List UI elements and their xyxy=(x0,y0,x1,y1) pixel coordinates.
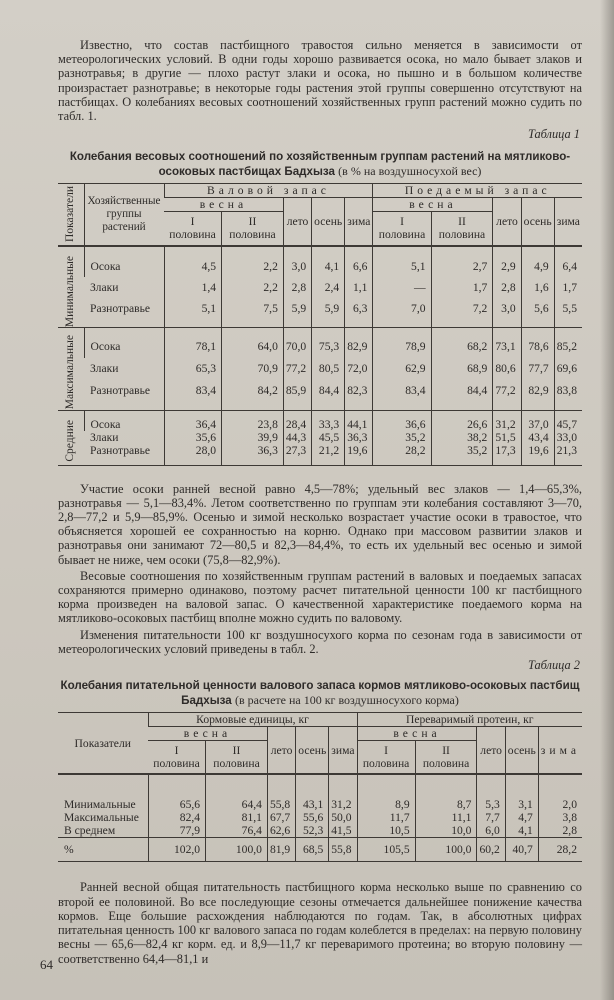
paragraph-4: Изменения питательности 100 кг воздушносухого корма по сезонам года в зависимости от метеорологических условий приведены в табл. 2. xyxy=(58,627,582,656)
table1-eaten-value: 7,0 xyxy=(373,298,431,319)
table2-percent-protein-value: 28,2 xyxy=(538,838,582,862)
table2-row xyxy=(58,798,582,811)
table1-gross-value: 1,4 xyxy=(164,277,222,298)
table1-eaten-value: 45,7 xyxy=(554,418,582,431)
table1-spacer-row xyxy=(58,319,582,327)
table1-spacer-cell xyxy=(164,457,222,465)
table1-spacer-cell xyxy=(431,402,493,410)
table1-header-indicator: Показатели xyxy=(58,184,84,246)
table1-header-groups: Хозяйственные группы растений xyxy=(84,184,164,246)
table1-row xyxy=(58,444,582,457)
table1-eaten-value: 62,9 xyxy=(373,358,431,380)
table1-spacer-cell xyxy=(164,410,222,418)
table1-eaten-value: 5,6 xyxy=(521,298,554,319)
table1-gross-value: 36,3 xyxy=(222,444,284,457)
paragraph-3: Весовые соотношения по хозяйственным группам растений в валовых и поедаемых запасах сохраняются примерно одинаково, поэтому расчет питательной ценности 100 кг пастбищного корма произведен на валовой запас. О качественной характеристике поедаемого корма на мятликово-осоковых пастбищ вполне можно судить по валовому. xyxy=(58,568,582,626)
table1-spacer-cell xyxy=(493,457,521,465)
table1-gross-value: 78,1 xyxy=(164,335,222,357)
table1-gross-value: 82,3 xyxy=(345,380,373,402)
table1-spacer-cell xyxy=(312,319,345,327)
table1-gross-value: 1,1 xyxy=(345,277,373,298)
table2-header-protein: Переваримый протеин, кг xyxy=(357,712,582,726)
table2-protein-value: 7,7 xyxy=(477,811,505,824)
table1-gross-value: 7,5 xyxy=(222,298,284,319)
table1-group-label-text: Средние xyxy=(64,420,77,463)
table1-gross-value: 82,9 xyxy=(345,335,373,357)
table1-eaten-value: 2,9 xyxy=(493,256,521,277)
table1-header-spring-eaten: весна xyxy=(373,198,493,212)
table2-feed-value: 62,6 xyxy=(267,824,295,838)
table2-header-half2-protein: II половина xyxy=(415,740,477,774)
table2-protein-value: 8,7 xyxy=(415,798,477,811)
table1-gross-value: 4,1 xyxy=(312,256,345,277)
table1-gross-value: 5,9 xyxy=(283,298,311,319)
table1-eaten-value: 7,2 xyxy=(431,298,493,319)
table1-eaten-value: 36,6 xyxy=(373,418,431,431)
table1-spacer-cell xyxy=(283,402,311,410)
table1-gross-value: 45,5 xyxy=(312,431,345,444)
table2-percent-protein-value: 100,0 xyxy=(415,838,477,862)
table2 xyxy=(58,712,582,863)
table1-gross-value: 44,3 xyxy=(283,431,311,444)
table2-feed-value: 67,7 xyxy=(267,811,295,824)
table1-spacer-cell xyxy=(554,246,582,256)
table1-eaten-value: 43,4 xyxy=(521,431,554,444)
table2-percent-feed-value: 81,9 xyxy=(267,838,295,862)
table1-header-gross: Валовой запас xyxy=(164,184,373,198)
table1-spacer-cell xyxy=(345,319,373,327)
table1-group-label xyxy=(58,418,84,465)
table1-eaten-value: 19,6 xyxy=(521,444,554,457)
table1-spacer-cell xyxy=(345,402,373,410)
table2-percent-feed-value: 102,0 xyxy=(148,838,206,862)
table2-protein-value: 2,8 xyxy=(538,824,582,838)
table1-header-half2-eaten: II половина xyxy=(431,212,493,246)
table1-eaten-value: — xyxy=(373,277,431,298)
table1-spacer-cell xyxy=(345,457,373,465)
table1-header-winter-eaten: зима xyxy=(554,198,582,246)
table1-spacer-cell xyxy=(222,410,284,418)
table1-spacer-cell xyxy=(431,319,493,327)
table1-spacer-cell xyxy=(345,410,373,418)
table1-group-label-text: Максимальные xyxy=(64,335,77,410)
table1-eaten-value: 38,2 xyxy=(431,431,493,444)
table1-spacer-cell xyxy=(554,457,582,465)
table1-spacer-cell xyxy=(58,410,84,418)
table1-header-half1-gross: I половина xyxy=(164,212,222,246)
table2-header-winter-protein: зима xyxy=(538,726,582,774)
table1-gross-value: 6,6 xyxy=(345,256,373,277)
table2-feed-value: 55,8 xyxy=(267,798,295,811)
table1-spacer-cell xyxy=(283,457,311,465)
table1-spacer-cell xyxy=(283,246,311,256)
table1-spacer-cell xyxy=(345,246,373,256)
table1-spacer-cell xyxy=(84,246,164,256)
table1-spacer-row xyxy=(58,246,582,256)
table2-percent-feed-value: 68,5 xyxy=(296,838,329,862)
table2-spacer-cell xyxy=(415,774,477,798)
table2-spacer-cell xyxy=(267,774,295,798)
table2-feed-value: 52,3 xyxy=(296,824,329,838)
table1-gross-value: 64,0 xyxy=(222,335,284,357)
table1-spacer-cell xyxy=(312,327,345,335)
table2-feed-value: 41,5 xyxy=(329,824,357,838)
table1-eaten-value: 37,0 xyxy=(521,418,554,431)
table1-eaten-value: 31,2 xyxy=(493,418,521,431)
table1-row xyxy=(58,277,582,298)
table1-spacer-cell xyxy=(373,410,431,418)
table2-spacer-cell xyxy=(58,774,148,798)
table2-header-autumn-protein: осень xyxy=(505,726,538,774)
table1-spacer-cell xyxy=(312,402,345,410)
table1-eaten-value: 5,1 xyxy=(373,256,431,277)
table2-percent-protein-value: 105,5 xyxy=(357,838,415,862)
table1-plant-group: Злаки xyxy=(90,362,119,376)
table2-percent-label: % xyxy=(58,838,148,862)
table1-header-winter-gross: зима xyxy=(345,198,373,246)
table1-eaten-value: 2,8 xyxy=(493,277,521,298)
table1-plant-group: Осока xyxy=(84,256,164,277)
table1-spacer-cell xyxy=(554,402,582,410)
table1-gross-value: 39,9 xyxy=(222,431,284,444)
table1-gross-value: 21,2 xyxy=(312,444,345,457)
table2-row xyxy=(58,824,582,838)
table2-percent-feed-value: 100,0 xyxy=(206,838,268,862)
table1-spacer-cell xyxy=(345,327,373,335)
table1-gross-value: 80,5 xyxy=(312,358,345,380)
table2-header-half1-protein: I половина xyxy=(357,740,415,774)
table2-percent-protein-value: 40,7 xyxy=(505,838,538,862)
table1-header-eaten: Поедаемый запас xyxy=(373,184,582,198)
table2-protein-value: 10,5 xyxy=(357,824,415,838)
table1-gross-value: 2,8 xyxy=(283,277,311,298)
table1-spacer-cell xyxy=(493,402,521,410)
table1-spacer-cell xyxy=(493,246,521,256)
table1-plant-group: Злаки xyxy=(90,431,119,445)
table2-feed-value: 76,4 xyxy=(206,824,268,838)
table1-eaten-value: 51,5 xyxy=(493,431,521,444)
table1-group-label-text: Минимальные xyxy=(64,255,77,327)
table1-group-label xyxy=(58,335,84,410)
table2-percent-row xyxy=(58,838,582,862)
table1-spacer-cell xyxy=(164,402,222,410)
table1-eaten-value: 35,2 xyxy=(373,431,431,444)
table1-spacer-cell xyxy=(222,457,284,465)
table1-eaten-value: 1,7 xyxy=(554,277,582,298)
table2-header-half2-feed: II половина xyxy=(206,740,268,774)
table1-spacer-cell xyxy=(58,246,84,256)
table1-eaten-value: 17,3 xyxy=(493,444,521,457)
table1-spacer-cell xyxy=(431,410,493,418)
table1-gross-value: 44,1 xyxy=(345,418,373,431)
table1-eaten-value: 83,4 xyxy=(373,380,431,402)
table1-gross-value: 70,9 xyxy=(222,358,284,380)
table1-plant-group: Злаки xyxy=(90,281,119,294)
table1-plant-group: Разнотравье xyxy=(90,384,151,398)
table1-spacer-cell xyxy=(521,327,554,335)
table1-eaten-value: 5,5 xyxy=(554,298,582,319)
table2-header-spring-protein: весна xyxy=(357,726,477,740)
table1-eaten-value: 6,4 xyxy=(554,256,582,277)
table1-spacer-cell xyxy=(373,457,431,465)
table1-spacer-cell xyxy=(493,319,521,327)
table1-spacer-cell xyxy=(84,327,164,335)
table1-header-half1-eaten: I половина xyxy=(373,212,431,246)
table1-spacer-cell xyxy=(521,402,554,410)
table1-spacer-cell xyxy=(164,246,222,256)
table1-row xyxy=(58,298,582,319)
table1-spacer-cell xyxy=(312,246,345,256)
table2-header-autumn-feed: осень xyxy=(296,726,329,774)
table1-eaten-value: 33,0 xyxy=(554,431,582,444)
table2-row xyxy=(58,811,582,824)
table1-header-spring-gross: весна xyxy=(164,198,283,212)
table1-gross-value: 2,4 xyxy=(312,277,345,298)
table1-eaten-value: 28,2 xyxy=(373,444,431,457)
table1-eaten-value: 77,2 xyxy=(493,380,521,402)
table2-protein-value: 10,0 xyxy=(415,824,477,838)
table2-header-summer-feed: лето xyxy=(267,726,295,774)
table1-spacer-cell xyxy=(554,319,582,327)
table1-spacer-row xyxy=(58,327,582,335)
table1-eaten-value: 69,6 xyxy=(554,358,582,380)
table2-spacer-cell xyxy=(206,774,268,798)
table1-spacer-cell xyxy=(554,327,582,335)
table1-spacer-cell xyxy=(373,246,431,256)
table1-gross-value: 2,2 xyxy=(222,256,284,277)
table1-header-summer-eaten: лето xyxy=(493,198,521,246)
table1-spacer-cell xyxy=(493,410,521,418)
table1-spacer-cell xyxy=(283,327,311,335)
table1-row xyxy=(58,418,582,431)
table1 xyxy=(58,183,582,465)
table2-spacer-cell xyxy=(296,774,329,798)
table1-spacer-cell xyxy=(373,402,431,410)
table1-row xyxy=(58,335,582,357)
table1-spacer-row xyxy=(58,457,582,465)
table1-plant-group: Осока xyxy=(84,418,164,431)
table1-gross-value: 83,4 xyxy=(164,380,222,402)
table1-eaten-value: 85,2 xyxy=(554,335,582,357)
table1-gross-value: 85,9 xyxy=(283,380,311,402)
table1-gross-value: 6,3 xyxy=(345,298,373,319)
table2-feed-value: 81,1 xyxy=(206,811,268,824)
table1-gross-value: 19,6 xyxy=(345,444,373,457)
table1-spacer-cell xyxy=(521,457,554,465)
table2-spacer-cell xyxy=(477,774,505,798)
table1-spacer-cell xyxy=(431,327,493,335)
table2-title: Колебания питательной ценности валового запаса кормов мятликово-осоковых пастбищ Бадхыза xyxy=(60,678,580,707)
table2-title-suffix: (в расчете на 100 кг воздушносухого корма) xyxy=(234,692,459,707)
table1-row xyxy=(58,431,582,444)
table2-label: Таблица 2 xyxy=(528,657,580,672)
table1-spacer-cell xyxy=(521,319,554,327)
table1-eaten-value: 1,7 xyxy=(431,277,493,298)
table2-spacer-cell xyxy=(538,774,582,798)
table1-gross-value: 70,0 xyxy=(283,335,311,357)
table1-gross-value: 33,3 xyxy=(312,418,345,431)
table1-spacer-cell xyxy=(283,319,311,327)
table1-spacer-row xyxy=(58,410,582,418)
table1-eaten-value: 4,9 xyxy=(521,256,554,277)
table2-protein-value: 5,3 xyxy=(477,798,505,811)
table1-gross-value: 4,5 xyxy=(164,256,222,277)
table1-title: Колебания весовых соотношений по хозяйственным группам растений на мятликово-осоковых пастбищах Бадхыза xyxy=(69,150,571,179)
table1-label: Таблица 1 xyxy=(528,127,580,142)
table1-eaten-value: 73,1 xyxy=(493,335,521,357)
table1-spacer-cell xyxy=(312,457,345,465)
table2-feed-value: 77,9 xyxy=(148,824,206,838)
table2-spacer-row xyxy=(58,774,582,798)
table1-group-label xyxy=(58,256,84,328)
table1-gross-value: 5,1 xyxy=(164,298,222,319)
table1-spacer-cell xyxy=(84,319,164,327)
table1-header-autumn-eaten: осень xyxy=(521,198,554,246)
table1-gross-value: 77,2 xyxy=(283,358,311,380)
table1-gross-value: 3,0 xyxy=(283,256,311,277)
table2-row-label: Максимальные xyxy=(64,811,139,825)
table1-spacer-cell xyxy=(493,327,521,335)
table1-eaten-value: 3,0 xyxy=(493,298,521,319)
table1-gross-value: 36,3 xyxy=(345,431,373,444)
table2-protein-value: 2,0 xyxy=(538,798,582,811)
table1-gross-value: 72,0 xyxy=(345,358,373,380)
table1-spacer-cell xyxy=(164,319,222,327)
table2-feed-value: 31,2 xyxy=(329,798,357,811)
table2-spacer-cell xyxy=(148,774,206,798)
table1-spacer-cell xyxy=(283,410,311,418)
table1-spacer-cell xyxy=(373,327,431,335)
table1-spacer-cell xyxy=(373,319,431,327)
table2-header-indicator: Показатели xyxy=(58,712,148,774)
table1-eaten-value: 78,6 xyxy=(521,335,554,357)
table2-spacer-cell xyxy=(357,774,415,798)
table1-eaten-value: 80,6 xyxy=(493,358,521,380)
table1-header-half2-gross: II половина xyxy=(222,212,284,246)
table1-caption xyxy=(58,150,582,179)
table1-eaten-value: 82,9 xyxy=(521,380,554,402)
table1-plant-group: Осока xyxy=(84,335,164,357)
table1-spacer-cell xyxy=(84,457,164,465)
table1-gross-value: 35,6 xyxy=(164,431,222,444)
table2-header-summer-protein: лето xyxy=(477,726,505,774)
table1-gross-value: 28,0 xyxy=(164,444,222,457)
table2-feed-value: 55,6 xyxy=(296,811,329,824)
table2-header-winter-feed: зима xyxy=(329,726,357,774)
table1-spacer-cell xyxy=(164,327,222,335)
table2-protein-value: 4,7 xyxy=(505,811,538,824)
table2-protein-value: 11,7 xyxy=(357,811,415,824)
table1-eaten-value: 68,9 xyxy=(431,358,493,380)
table1-row xyxy=(58,358,582,380)
table2-spacer-cell xyxy=(329,774,357,798)
table1-eaten-value: 78,9 xyxy=(373,335,431,357)
table1-spacer-cell xyxy=(312,410,345,418)
table1-eaten-value: 84,4 xyxy=(431,380,493,402)
table1-gross-value: 65,3 xyxy=(164,358,222,380)
table2-header-feed: Кормовые единицы, кг xyxy=(148,712,357,726)
table1-row xyxy=(58,256,582,277)
table2-header-spring-feed: весна xyxy=(148,726,267,740)
table2-header-half1-feed: I половина xyxy=(148,740,206,774)
table1-gross-value: 36,4 xyxy=(164,418,222,431)
table2-caption xyxy=(58,679,582,708)
table1-gross-value: 75,3 xyxy=(312,335,345,357)
table2-protein-value: 4,1 xyxy=(505,824,538,838)
table2-spacer-cell xyxy=(505,774,538,798)
table1-spacer-row xyxy=(58,402,582,410)
table2-percent-feed-value: 55,8 xyxy=(329,838,357,862)
table1-eaten-value: 77,7 xyxy=(521,358,554,380)
table2-feed-value: 65,6 xyxy=(148,798,206,811)
table1-gross-value: 5,9 xyxy=(312,298,345,319)
table1-spacer-cell xyxy=(521,246,554,256)
table1-title-suffix: (в % на воздушносухой вес) xyxy=(338,164,482,179)
table2-row-label: В среднем xyxy=(64,824,116,838)
paragraph-5: Ранней весной общая питательность пастбищного корма несколько выше по сравнению со второй ее половиной. Во все последующие сезоны отмечается дальнейшее понижение качества кормов. Еще большие расхождения наблюдаются по годам. Так, в абсолютных цифрах питательная ценность 100 кг валового запаса по годам колеблется в пределах: на первую половину весны — 65,6—82,4 кг корм. ед. и 8,9—11,7 кг переваримого протеина; во вторую половину — соответственно 64,4—81,1 и xyxy=(58,880,582,966)
page-number: 64 xyxy=(40,957,53,972)
table2-protein-value: 8,9 xyxy=(357,798,415,811)
table2-feed-value: 50,0 xyxy=(329,811,357,824)
paragraph-2: Участие осоки ранней весной равно 4,5—78%; удельный вес злаков — 1,4—65,3%, разнотравья — 5,1—83,4%. Летом соответственно по группам эти колебания составляют 3—70, 2,8—77,2 и 5,9—85,9%. Осенью и зимой несколько возрастает участие осоки в травостое, что объясняется хорошей ее сохранностью на корню. Однако при массовом развитии злаков и разнотравья они занимают 72—80,5 и 82,3—84,4%, то есть их удельный вес осенью и зимой бывает не ниже, чем осоки (75,8—82,9%). xyxy=(58,481,582,567)
table1-gross-value: 23,8 xyxy=(222,418,284,431)
table2-protein-value: 11,1 xyxy=(415,811,477,824)
table1-spacer-cell xyxy=(521,410,554,418)
table1-spacer-cell xyxy=(84,402,164,410)
table1-gross-value: 28,4 xyxy=(283,418,311,431)
table1-row xyxy=(58,380,582,402)
table1-spacer-cell xyxy=(222,246,284,256)
table1-spacer-cell xyxy=(431,246,493,256)
table1-eaten-value: 1,6 xyxy=(521,277,554,298)
table2-feed-value: 43,1 xyxy=(296,798,329,811)
table1-spacer-cell xyxy=(84,410,164,418)
table1-gross-value: 2,2 xyxy=(222,277,284,298)
table1-eaten-value: 2,7 xyxy=(431,256,493,277)
table1-spacer-cell xyxy=(222,327,284,335)
table1-spacer-cell xyxy=(554,410,582,418)
table1-spacer-cell xyxy=(431,457,493,465)
table2-protein-value: 3,8 xyxy=(538,811,582,824)
table2-percent-protein-value: 60,2 xyxy=(477,838,505,862)
table1-gross-value: 84,4 xyxy=(312,380,345,402)
table1-eaten-value: 35,2 xyxy=(431,444,493,457)
table2-protein-value: 3,1 xyxy=(505,798,538,811)
intro-paragraph: Известно, что состав пастбищного травостоя сильно меняется в зависимости от метеорологических условий. В одни годы хорошо развивается осока, но мало бывает злаков и разнотравья; в другие — плохо растут злаки и осока, но пышно и в большом количестве произрастает разнотравье; в некоторые годы растения этой группы совершенно отсутствуют на пастбищах. О колебаниях весовых соотношений хозяйственных групп растений можно судить по табл. 1. xyxy=(58,38,582,124)
table1-header-summer-gross: лето xyxy=(283,198,311,246)
table1-eaten-value: 26,6 xyxy=(431,418,493,431)
table1-eaten-value: 68,2 xyxy=(431,335,493,357)
table1-eaten-value: 83,8 xyxy=(554,380,582,402)
table2-protein-value: 6,0 xyxy=(477,824,505,838)
table1-plant-group: Разнотравье xyxy=(90,444,151,458)
table1-plant-group: Разнотравье xyxy=(90,302,151,316)
page-spine-shadow xyxy=(600,0,614,1000)
table1-header-autumn-gross: осень xyxy=(312,198,345,246)
table1-gross-value: 27,3 xyxy=(283,444,311,457)
table2-feed-value: 64,4 xyxy=(206,798,268,811)
table1-spacer-cell xyxy=(222,402,284,410)
table1-gross-value: 84,2 xyxy=(222,380,284,402)
table2-row-label: Минимальные xyxy=(64,798,136,812)
table1-eaten-value: 21,3 xyxy=(554,444,582,457)
table1-spacer-cell xyxy=(222,319,284,327)
table2-feed-value: 82,4 xyxy=(148,811,206,824)
